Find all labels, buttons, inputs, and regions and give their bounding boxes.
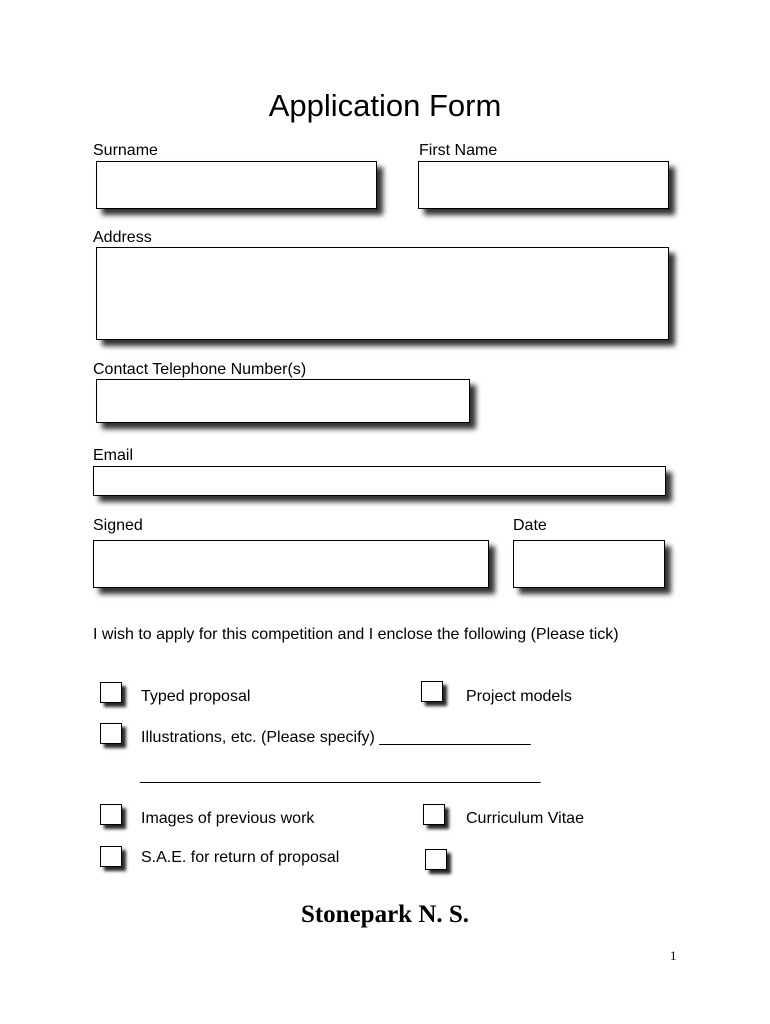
images-previous-work-checkbox[interactable] xyxy=(100,804,122,825)
curriculum-vitae-label: Curriculum Vitae xyxy=(466,810,584,827)
surname-field[interactable] xyxy=(96,161,377,209)
illustrations-checkbox[interactable] xyxy=(100,723,122,744)
typed-proposal-label: Typed proposal xyxy=(141,688,251,705)
signed-field[interactable] xyxy=(93,540,489,588)
project-models-label: Project models xyxy=(466,688,572,705)
surname-label: Surname xyxy=(93,142,158,159)
page-title: Application Form xyxy=(268,88,502,123)
images-previous-work-label: Images of previous work xyxy=(141,810,315,827)
school-name: Stonepark N. S. xyxy=(300,901,470,928)
address-field[interactable] xyxy=(96,247,669,340)
extra-checkbox[interactable] xyxy=(425,849,447,870)
page-number: 1 xyxy=(670,948,677,963)
illustrations-label: Illustrations, etc. (Please specify) _________________ xyxy=(141,729,531,746)
email-label: Email xyxy=(93,447,134,464)
sae-return-checkbox[interactable] xyxy=(100,846,122,867)
email-field[interactable] xyxy=(93,466,666,496)
project-models-checkbox[interactable] xyxy=(421,681,443,702)
signed-label: Signed xyxy=(93,517,143,534)
telephone-field[interactable] xyxy=(96,379,470,423)
address-label: Address xyxy=(93,229,152,246)
first-name-label: First Name xyxy=(419,142,498,159)
date-label: Date xyxy=(513,517,547,534)
specify-line: _____________________________________________ xyxy=(140,767,541,784)
telephone-label: Contact Telephone Number(s) xyxy=(93,361,307,378)
typed-proposal-checkbox[interactable] xyxy=(100,682,122,703)
first-name-field[interactable] xyxy=(418,161,669,209)
date-field[interactable] xyxy=(513,540,665,588)
curriculum-vitae-checkbox[interactable] xyxy=(423,804,445,825)
sae-return-label: S.A.E. for return of proposal xyxy=(141,849,340,866)
enclosure-instructions: I wish to apply for this competition and I enclose the following (Please tick) xyxy=(93,626,619,643)
